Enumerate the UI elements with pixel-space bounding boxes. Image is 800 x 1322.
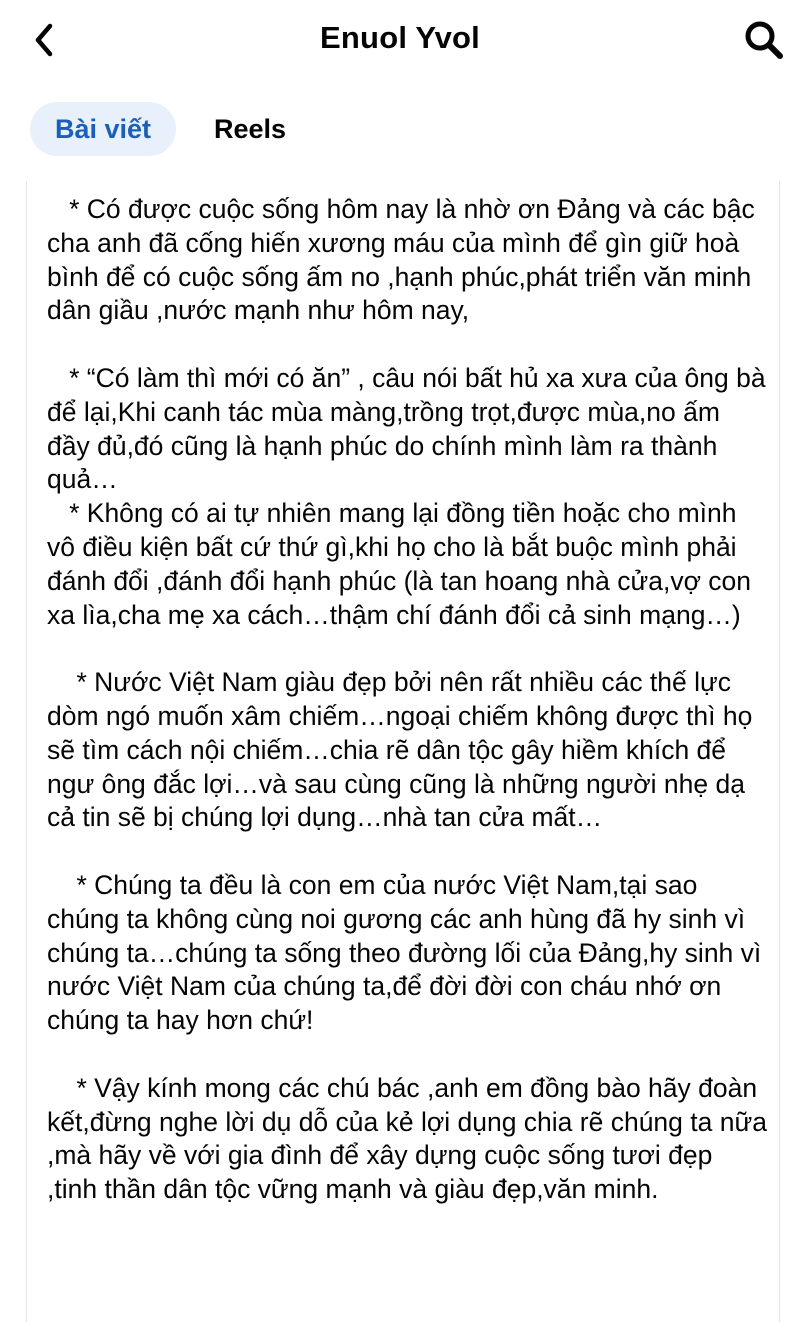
paragraph-spacer [47,328,767,362]
tab-reels[interactable]: Reels [213,114,287,144]
tab-posts[interactable]: Bài viết [30,102,176,156]
paragraph-spacer [47,835,767,869]
post-paragraph: * Nước Việt Nam giàu đẹp bởi nên rất nhiều các thế lực dòm ngó muốn xâm chiếm…ngoại chiếm không được thì họ sẽ tìm cách nội chiếm…chia rẽ dân tộc gây hiềm khích để ngư ông đắc lợi…và sau cùng cũng là những người nhẹ dạ cả tin sẽ bị chúng lợi dụng…nhà tan cửa mất… [47,667,760,833]
search-icon [740,16,788,64]
post-paragraph: * Có được cuộc sống hôm nay là nhờ ơn Đảng và các bậc cha anh đã cống hiến xương máu của mình để gìn giữ hoà bình để có cuộc sống ấm no ,hạnh phúc,phát triển văn minh dân giầu ,nước mạnh như hôm nay, [47,194,763,326]
profile-tabs [0,86,800,181]
top-app-bar [0,0,800,87]
paragraph-spacer [47,1038,767,1072]
paragraph-spacer [47,632,767,666]
post-paragraph: * “Có làm thì mới có ăn” , câu nói bất hủ xa xưa của ông bà để lại,Khi canh tác mùa màng,trồng trọt,được mùa,no ấm đầy đủ,đó cũng là hạnh phúc do chính mình làm ra thành quả… [47,362,773,495]
search-button[interactable] [740,16,788,64]
post-text [47,193,775,1207]
post-paragraph: * Vậy kính mong các chú bác ,anh em đồng bào hãy đoàn kết,đừng nghe lời dụ dỗ của kẻ lợi dụng chia rẽ chúng ta nữa ,mà hãy về với gia đình để xây dựng cuộc sống tươi đẹp ,tinh thần dân tộc vững mạnh và giàu đẹp,văn minh. [47,1072,775,1205]
post-paragraph: * Không có ai tự nhiên mang lại đồng tiền hoặc cho mình vô điều kiện bất cứ thứ gì,khi họ cho là bắt buộc mình phải đánh đổi ,đánh đổi hạnh phúc (là tan hoang nhà cửa,vợ con xa lìa,cha mẹ xa cách…thậm chí đánh đổi cả sinh mạng…) [47,498,759,630]
page-title: Enuol Yvol [320,20,480,55]
post-paragraph: * Chúng ta đều là con em của nước Việt Nam,tại sao chúng ta không cùng noi gương các anh hùng đã hy sinh vì chúng ta…chúng ta sống theo đường lối của Đảng,hy sinh vì nước Việt Nam của chúng ta,để đời đời con cháu nhớ ơn chúng ta hay hơn chứ! [47,869,769,1036]
post-card [26,181,780,1322]
